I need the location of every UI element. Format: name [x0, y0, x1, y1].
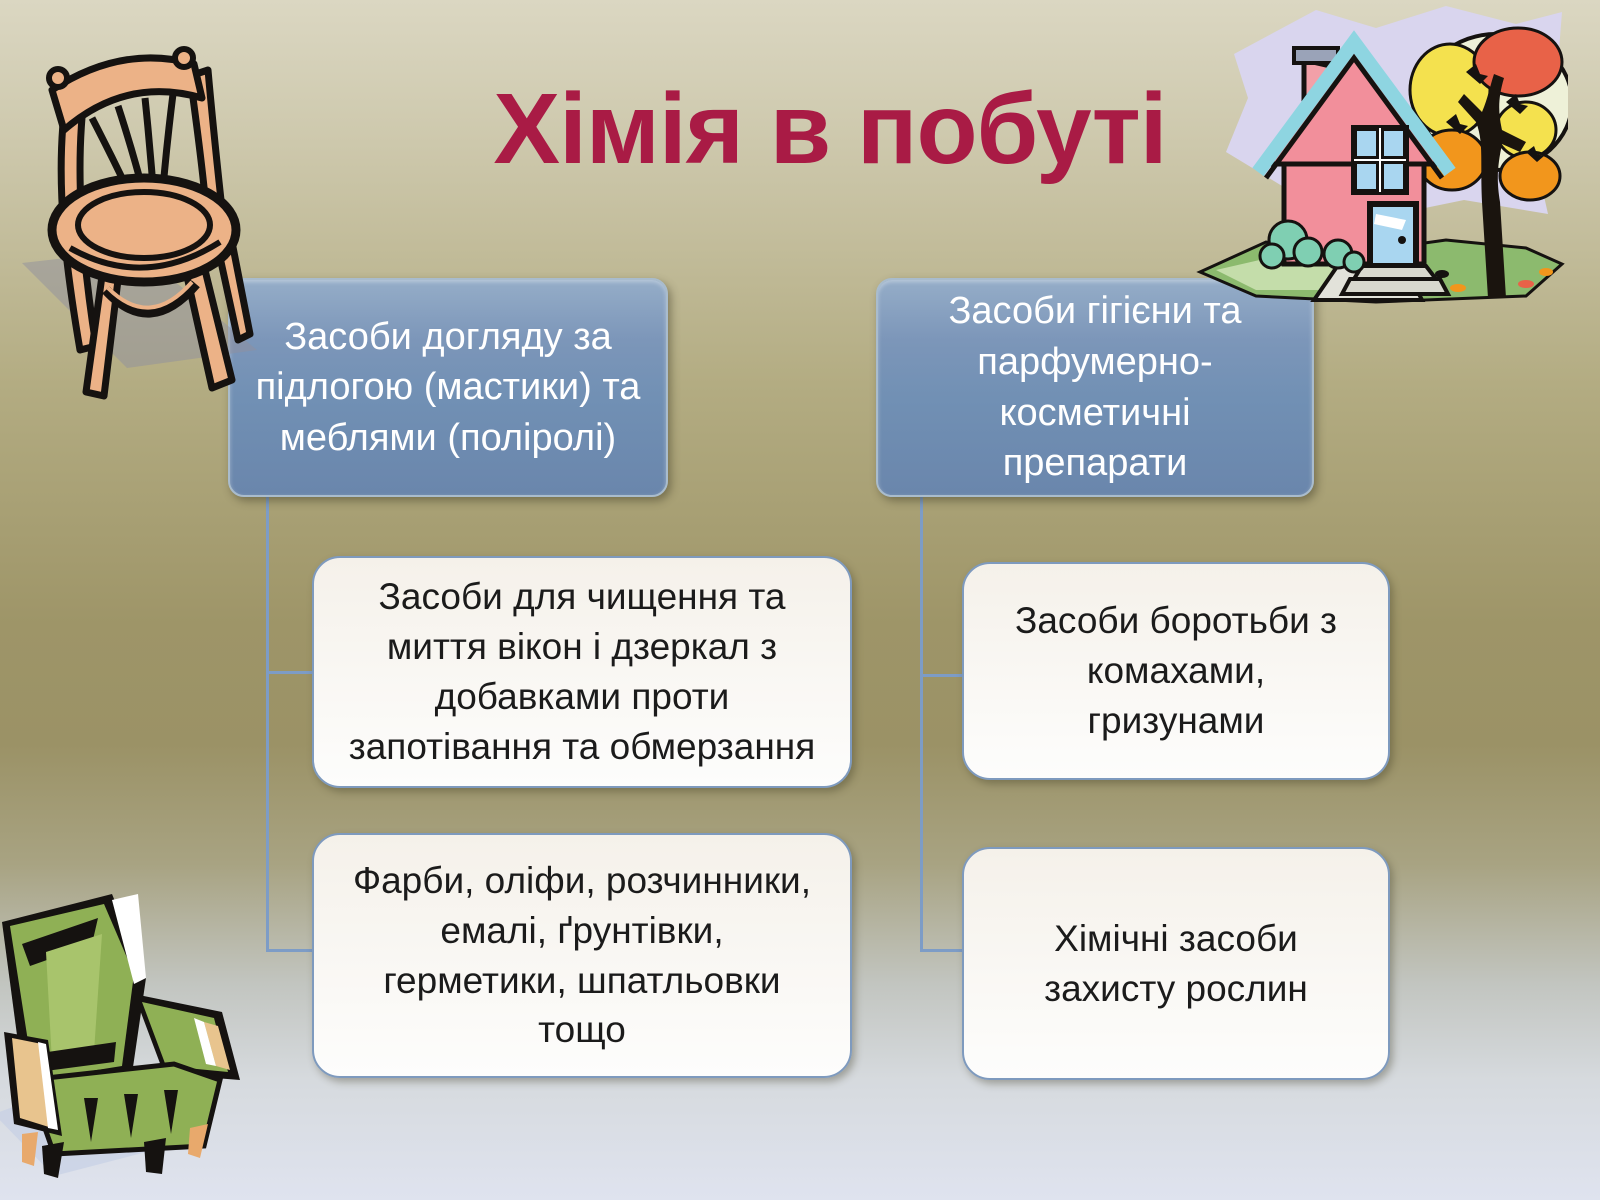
- house-with-autumn-tree-clipart: [1196, 2, 1568, 304]
- wooden-chair-clipart: [22, 18, 262, 403]
- child-box-plant-protection: Хімічні засоби захисту рослин: [962, 847, 1390, 1080]
- child-box-paints-solvents: Фарби, оліфи, розчинники, емалі, ґрунтівки, герметики, шпатльовки тощо: [312, 833, 852, 1078]
- connector-vertical-right: [920, 497, 923, 952]
- connector-vertical-left: [266, 497, 269, 952]
- connector-branch-right-2: [920, 949, 962, 952]
- connector-branch-right-1: [920, 674, 962, 677]
- connector-branch-left-1: [266, 671, 312, 674]
- child-box-pest-control: Засоби боротьби з комахами, гризунами: [962, 562, 1390, 780]
- connector-branch-left-2: [266, 949, 312, 952]
- slide-title: Хімія в побуті: [493, 73, 1167, 185]
- header-box-hygiene-cosmetics: Засоби гігієни та парфумерно-косметичні препарати: [876, 278, 1314, 497]
- header-box-floor-furniture-care: Засоби догляду за підлогою (мастики) та меблями (поліролі): [228, 278, 668, 497]
- child-box-window-cleaning: Засоби для чищення та миття вікон і дзеркал з добавками проти запотівання та обмерзання: [312, 556, 852, 788]
- green-armchair-clipart: [0, 882, 244, 1182]
